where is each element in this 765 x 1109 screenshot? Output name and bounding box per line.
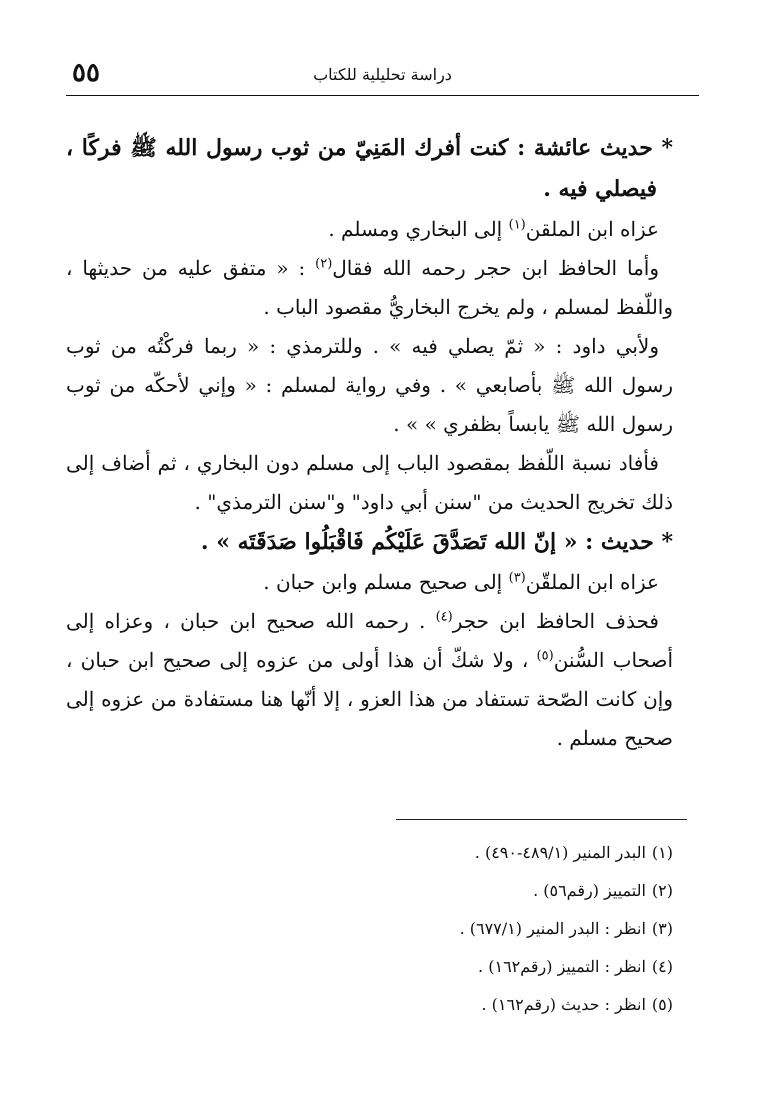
footnote-number: (٣)	[651, 919, 673, 938]
paragraph-ibn-hajar-2	[66, 602, 673, 758]
paragraph-text: : « متفق عليه من حديثها ، واللّفظ لمسلم ، ولم يخرج البخاريُّ مقصود الباب .	[66, 256, 673, 319]
paragraph-text: عزاه ابن الملقن	[525, 217, 659, 241]
footnote-number: (١)	[651, 843, 673, 862]
star-marker: *	[661, 135, 673, 161]
hadith-text: « إنّ الله تَصَدَّقَ عَلَيْكُم فَاقْبَلُوا صَدَقَتَه » .	[200, 529, 578, 555]
paragraph-attribution-2	[66, 563, 673, 602]
footnotes	[120, 834, 673, 1024]
footnote-ref: (٤)	[435, 609, 453, 625]
footnote-text: البدر المنير (٤٨٩/١-٤٩٠) .	[474, 843, 646, 862]
main-text	[66, 128, 673, 758]
footnote-ref: (١)	[508, 217, 526, 233]
footnote-3	[120, 910, 673, 948]
footnote-ref: (٥)	[536, 648, 554, 664]
paragraph-text: فحذف الحافظ ابن حجر	[452, 609, 659, 633]
footnote-text: التمييز (رقم٥٦) .	[533, 881, 646, 900]
footnote-divider	[396, 819, 687, 820]
hadith-label: حديث :	[585, 529, 654, 555]
running-title: دراسة تحليلية للكتاب	[313, 65, 452, 84]
paragraph-narrations	[66, 327, 673, 444]
paragraph-text: ولأبي داود : « ثمّ يصلي فيه » . وللترمذي : « ربما فركْتُه من ثوب رسول الله ﷺ بأصابعي » . وفي رواية لمسلم : « وإني لأحكّه من ثوب رسول الله ﷺ يابساً بظفري » » .	[66, 334, 673, 436]
footnote-ref: (٣)	[508, 570, 526, 586]
paragraph-text: إلى البخاري ومسلم .	[328, 217, 503, 241]
hadith-text: كنت أفرك المَنِيّ من ثوب رسول الله ﷺ فركًا ، فيصلي فيه .	[66, 135, 657, 202]
paragraph-attribution-1	[66, 210, 673, 249]
paragraph-text: عزاه ابن الملقّن	[525, 570, 659, 594]
paragraph-text: فأفاد نسبة اللّفظ بمقصود الباب إلى مسلم دون البخاري ، ثم أضاف إلى ذلك تخريج الحديث من "سنن أبي داود" و"سنن الترمذي" .	[66, 451, 673, 514]
paragraph-text: ، ولا شكّ أن هذا أولى من عزوه إلى صحيح ابن حبان ، وإن كانت الصّحة تستفاد من هذا العزو ، إلا أنّها هنا مستفادة من عزوه إلى صحيح مسلم .	[66, 648, 673, 750]
footnote-text: انظر : حديث (رقم١٦٢) .	[481, 995, 646, 1014]
hadith-label: حديث عائشة :	[517, 135, 653, 161]
page-number: ٥٥	[72, 58, 100, 88]
star-marker: *	[661, 529, 673, 555]
footnote-text: انظر : التمييز (رقم١٦٢) .	[478, 957, 646, 976]
hadith-heading-sadaqa	[66, 522, 673, 563]
header-divider	[66, 95, 699, 96]
page-header	[72, 58, 693, 92]
footnote-number: (٥)	[651, 995, 673, 1014]
footnote-2	[120, 872, 673, 910]
footnote-4	[120, 948, 673, 986]
footnote-text: انظر : البدر المنير (٦٧٧/١) .	[459, 919, 646, 938]
paragraph-text: إلى صحيح مسلم وابن حبان .	[263, 570, 503, 594]
paragraph-text: وأما الحافظ ابن حجر رحمه الله فقال	[332, 256, 659, 280]
footnote-number: (٢)	[651, 881, 673, 900]
footnote-5	[120, 986, 673, 1024]
footnote-1	[120, 834, 673, 872]
paragraph-ibn-hajar-1	[66, 249, 673, 327]
footnote-number: (٤)	[651, 957, 673, 976]
hadith-heading-aisha	[66, 128, 673, 210]
paragraph-conclusion-1	[66, 444, 673, 522]
paragraph-text: . رحمه الله صحيح ابن حبان ، وعزاه إلى أصحاب السُّنن	[66, 609, 673, 672]
footnote-ref: (٢)	[315, 256, 333, 272]
